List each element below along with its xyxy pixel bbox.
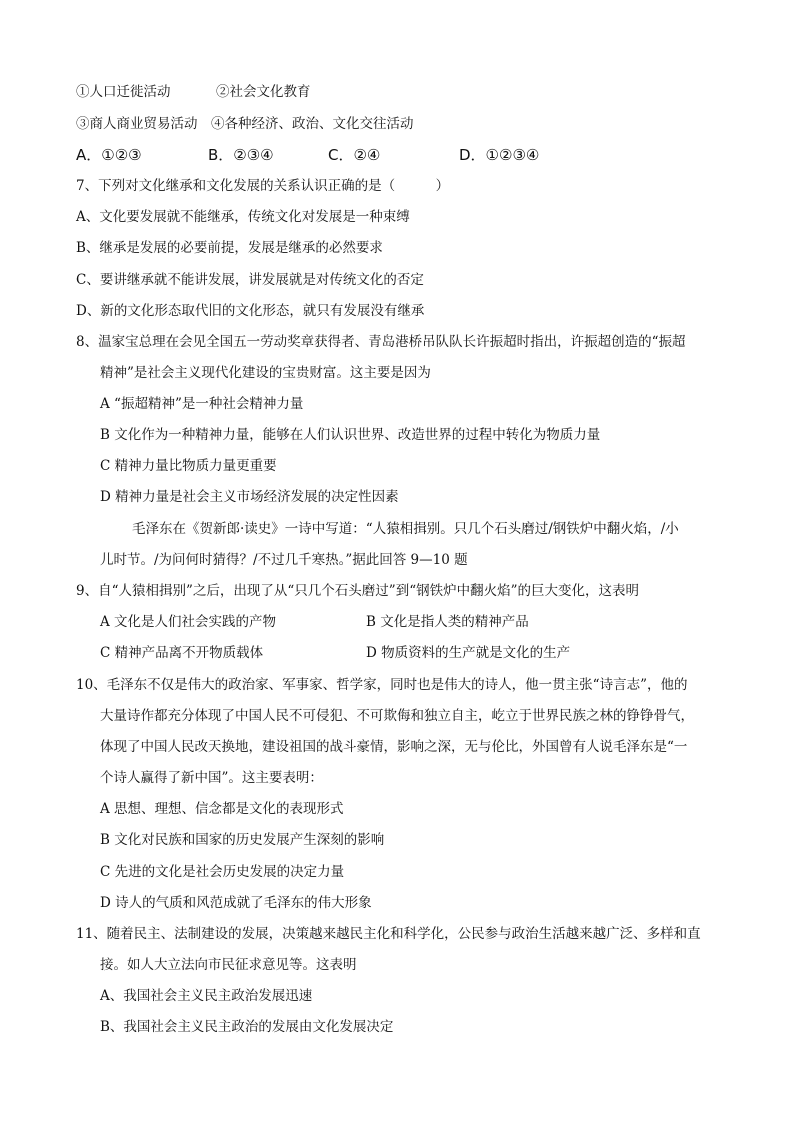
q10-stem-line-4: 个诗人赢得了新中国”。这主要表明： [100, 770, 323, 786]
q7-option-c: C、要讲继承就不能讲发展，讲发展就是对传统文化的否定 [76, 272, 424, 288]
q9-option-b: B 文化是指人类的精神产品 [366, 614, 529, 630]
q7-option-a: A、文化要发展就不能继承，传统文化对发展是一种束缚 [76, 209, 410, 225]
item-2: ②社会文化教育 [216, 84, 311, 100]
q9-option-d: D 物质资料的生产就是文化的生产 [366, 645, 571, 661]
q6-option-a: A．①②③ [76, 146, 142, 164]
q8-stem-line-1: 8、温家宝总理在会见全国五一劳动奖章获得者、青岛港桥吊队队长许振超时指出，许振超创造的“振超 [76, 334, 686, 350]
q8-option-d: D 精神力量是社会主义市场经济发展的决定性因素 [100, 489, 399, 505]
q8-option-b: B 文化作为一种精神力量，能够在人们认识世界、改造世界的过程中转化为物质力量 [100, 427, 601, 443]
q9-option-a: A 文化是人们社会实践的产物 [100, 614, 277, 630]
q7-option-b: B、继承是发展的必要前提，发展是继承的必然要求 [76, 240, 383, 256]
q10-stem-line-3: 体现了中国人民改天换地，建设祖国的战斗豪情，影响之深，无与伦比，外国曾有人说毛泽东是“一 [100, 739, 688, 755]
q11-option-b: B、我国社会主义民主政治的发展由文化发展决定 [100, 1019, 394, 1035]
q6-option-c: C．②④ [328, 146, 381, 164]
q6-option-b: B．②③④ [208, 146, 274, 164]
q10-stem-line-1: 10、毛泽东不仅是伟大的政治家、军事家、哲学家，同时也是伟大的诗人，他一贯主张“诗言志”，他的 [76, 677, 688, 693]
q10-option-b: B 文化对民族和国家的历史发展产生深刻的影响 [100, 832, 385, 848]
item-row-1 [76, 82, 311, 102]
q8-option-a: A “振超精神”是一种社会精神力量 [100, 396, 304, 412]
passage-line-2: 儿时节。/为问何时猜得？/不过几千寒热。”据此回答 9—10 题 [100, 552, 468, 568]
q9-option-c: C 精神产品离不开物质载体 [100, 645, 264, 661]
item-1: ①人口迁徙活动 [76, 84, 171, 100]
q7-stem: 7、下列对文化继承和文化发展的关系认识正确的是（ ） [76, 178, 450, 194]
q10-option-a: A 思想、理想、信念都是文化的表现形式 [100, 801, 344, 817]
passage-line-1: 毛泽东在《贺新郎·读史》一诗中写道：“人猿相揖别。只几个石头磨过/钢铁炉中翻火焰，/小 [132, 521, 679, 537]
q8-stem-line-2: 精神”是社会主义现代化建设的宝贵财富。这主要是因为 [100, 365, 431, 381]
q11-stem-line-1: 11、随着民主、法制建设的发展，决策越来越民主化和科学化，公民参与政治生活越来越广泛、多样和直 [76, 926, 701, 942]
q9-stem: 9、自“人猿相揖别”之后，出现了从“只几个石头磨过”到“钢铁炉中翻火焰”的巨大变化，这表明 [76, 583, 639, 599]
q10-stem-line-2: 大量诗作都充分体现了中国人民不可侵犯、不可欺侮和独立自主，屹立于世界民族之林的铮铮骨气， [100, 708, 694, 724]
q10-option-d: D 诗人的气质和风范成就了毛泽东的伟大形象 [100, 895, 372, 911]
item-row-2: ③商人商业贸易活动 ④各种经济、政治、文化交往活动 [76, 116, 414, 132]
q7-option-d: D、新的文化形态取代旧的文化形态，就只有发展没有继承 [76, 303, 425, 319]
q8-option-c: C 精神力量比物质力量更重要 [100, 458, 277, 474]
q6-option-d: D．①②③④ [459, 146, 540, 164]
q11-stem-line-2: 接。如人大立法向市民征求意见等。这表明 [100, 957, 357, 973]
q10-option-c: C 先进的文化是社会历史发展的决定力量 [100, 864, 345, 880]
q11-option-a: A、我国社会主义民主政治发展迅速 [100, 988, 313, 1004]
